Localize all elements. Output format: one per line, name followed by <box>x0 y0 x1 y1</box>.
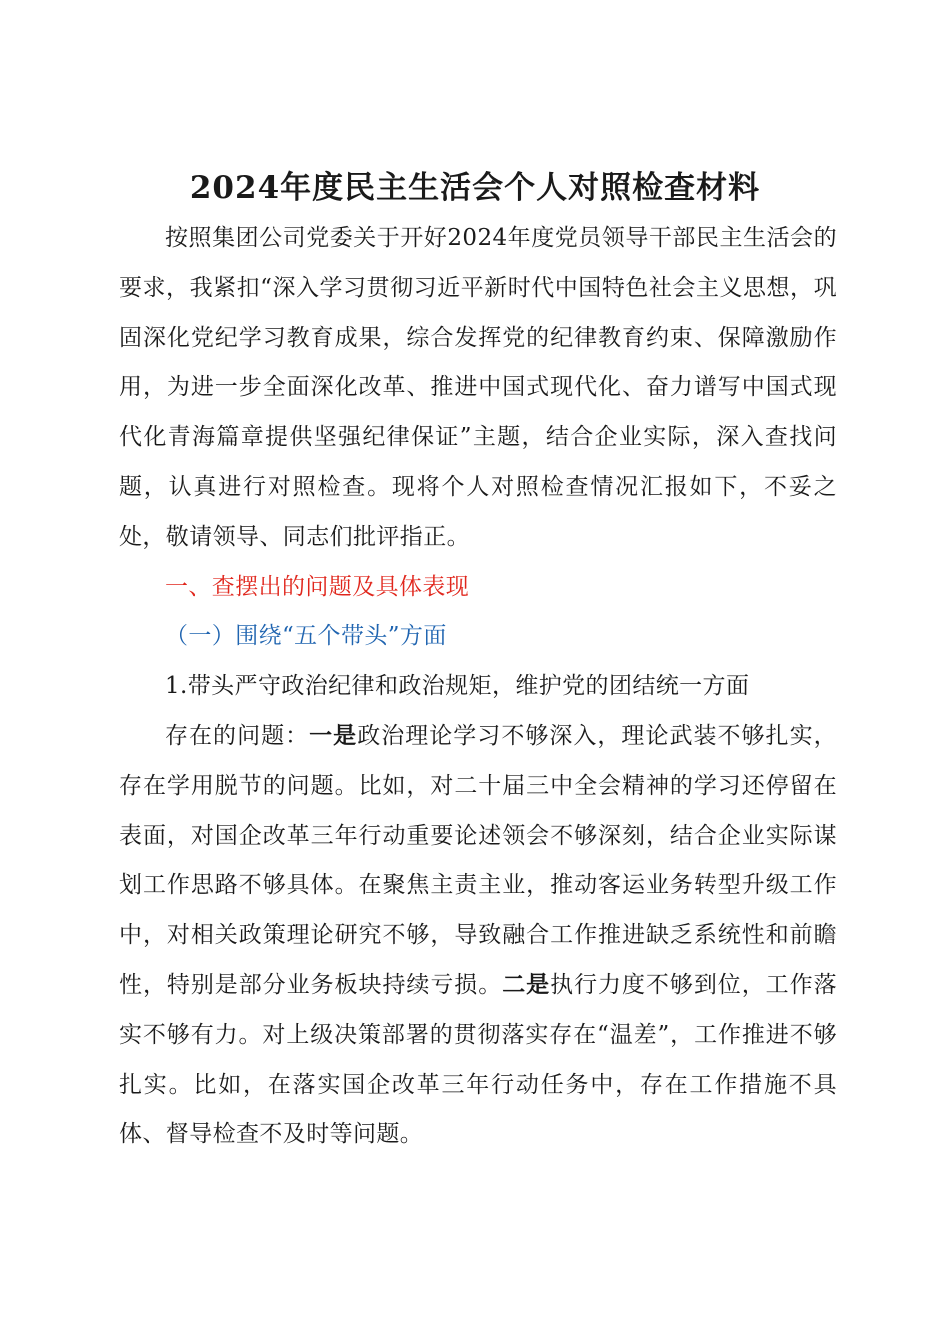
document-body <box>119 214 837 1160</box>
problems-label: 存在的问题： <box>165 722 310 749</box>
point-1-label: 一是 <box>309 722 358 749</box>
point-1-text: 政治理论学习不够深入，理论武装不够扎实，存在学用脱节的问题。比如，对二十届三中全会精神的学习还停留在表面，对国企改革三年行动重要论述领会不够深刻，结合企业实际谋划工作思路不够具体。在聚焦主责主业，推动客运业务转型升级工作中，对相关政策理论研究不够，导致融合工作推进缺乏系统性和前瞻性，特别是部分业务板块持续亏损。 <box>119 722 837 998</box>
point-2-text: 执行力度不够到位，工作落实不够有力。对上级决策部署的贯彻落实存在“温差”，工作推进不够扎实。比如，在落实国企改革三年行动任务中，存在工作措施不具体、督导检查不及时等问题。 <box>119 971 837 1148</box>
item-heading: 1.带头严守政治纪律和政治规矩，维护党的团结统一方面 <box>165 673 750 700</box>
section-heading: 一、查摆出的问题及具体表现 <box>165 573 470 600</box>
document-title: 2024年度民主生活会个人对照检查材料 <box>189 170 761 206</box>
point-2-label: 二是 <box>502 971 551 998</box>
subsection-heading: （一）围绕“五个带头”方面 <box>165 623 447 650</box>
problems-paragraph <box>119 712 837 1160</box>
intro-paragraph: 按照集团公司党委关于开好2024年度党员领导干部民主生活会的要求，我紧扣“深入学习贯彻习近平新时代中国特色社会主义思想，巩固深化党纪学习教育成果，综合发挥党的纪律教育约束、保障激励作用，为进一步全面深化改革、推进中国式现代化、奋力谱写中国式现代化青海篇章提供坚强纪律保证”主题，结合企业实际，深入查找问题，认真进行对照检查。现将个人对照检查情况汇报如下，不妥之处，敬请领导、同志们批评指正。 <box>119 225 837 550</box>
